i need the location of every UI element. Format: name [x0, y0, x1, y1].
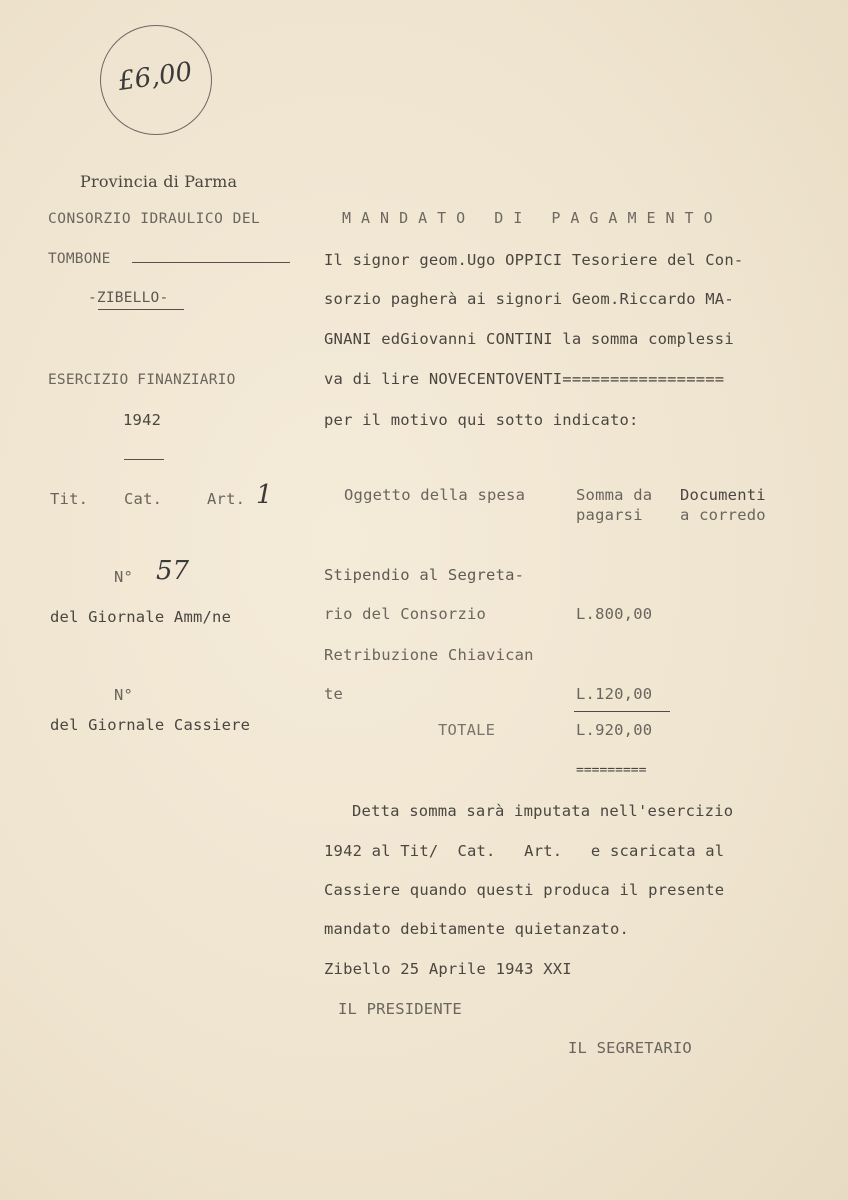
mandate-line: va di lire NOVECENTOVENTI=================: [324, 370, 725, 388]
journal-admin-label: del Giornale Amm/ne: [50, 608, 232, 626]
total-amount: L.920,00: [576, 721, 653, 739]
journal-cashier-label: del Giornale Cassiere: [50, 716, 251, 734]
col-object-header: Oggetto della spesa: [344, 486, 526, 504]
president-signature-label: IL PRESIDENTE: [338, 1000, 462, 1018]
col-docs-header-2: a corredo: [680, 506, 766, 524]
col-docs-header-1: Documenti: [680, 486, 766, 504]
mandate-line: per il motivo qui sotto indicato:: [324, 411, 639, 429]
footer-line: Cassiere quando questi produca il presente: [324, 881, 725, 899]
consortium-dash: [132, 262, 290, 263]
mandate-line: sorzio pagherà ai signori Geom.Riccardo MA-: [324, 290, 734, 308]
total-double-underline: =========: [576, 763, 647, 778]
footer-line: mandato debitamente quietanzato.: [324, 920, 630, 938]
fiscal-label: ESERCIZIO FINANZIARIO: [48, 372, 236, 388]
total-label: TOTALE: [438, 721, 496, 739]
mandate-title: MANDATO DI PAGAMENTO: [342, 209, 723, 227]
tit-label: Tit.: [50, 490, 89, 508]
art-label: Art.: [207, 490, 246, 508]
place-date: Zibello 25 Aprile 1943 XXI: [324, 960, 572, 978]
admin-no-label: N°: [114, 568, 134, 586]
footer-line: 1942 al Tit/ Cat. Art. e scaricata al: [324, 842, 725, 860]
town-name: -ZIBELLO-: [88, 290, 169, 306]
town-underline: [98, 309, 184, 310]
sum-rule: [574, 711, 670, 712]
stamp-value: £6,00: [116, 56, 195, 98]
col-amount-header-2: pagarsi: [576, 506, 643, 524]
consortium-line1: CONSORZIO IDRAULICO DEL: [48, 211, 261, 227]
province-heading: Provincia di Parma: [80, 172, 238, 191]
cat-label: Cat.: [124, 490, 163, 508]
consortium-line2: TOMBONE: [48, 251, 111, 267]
footer-line: Detta somma sarà imputata nell'esercizio: [352, 802, 734, 820]
row-2-line1: Retribuzione Chiavican: [324, 646, 534, 664]
secretary-signature-label: IL SEGRETARIO: [568, 1039, 692, 1057]
cashier-no-label: N°: [114, 686, 134, 704]
row-1-amount: L.800,00: [576, 605, 653, 623]
col-amount-header-1: Somma da: [576, 486, 653, 504]
year-separator: [124, 459, 164, 460]
row-2-amount: L.120,00: [576, 685, 653, 703]
mandate-line: Il signor geom.Ugo OPPICI Tesoriere del Con-: [324, 251, 744, 269]
row-2-line2: te: [324, 685, 344, 703]
art-value: 1: [256, 480, 273, 510]
admin-no-value: 57: [156, 556, 190, 586]
row-1-line1: Stipendio al Segreta-: [324, 566, 525, 584]
mandate-line: GNANI edGiovanni CONTINI la somma complessi: [324, 330, 734, 348]
row-1-line2: rio del Consorzio: [324, 605, 487, 623]
fiscal-year: 1942: [123, 411, 162, 429]
